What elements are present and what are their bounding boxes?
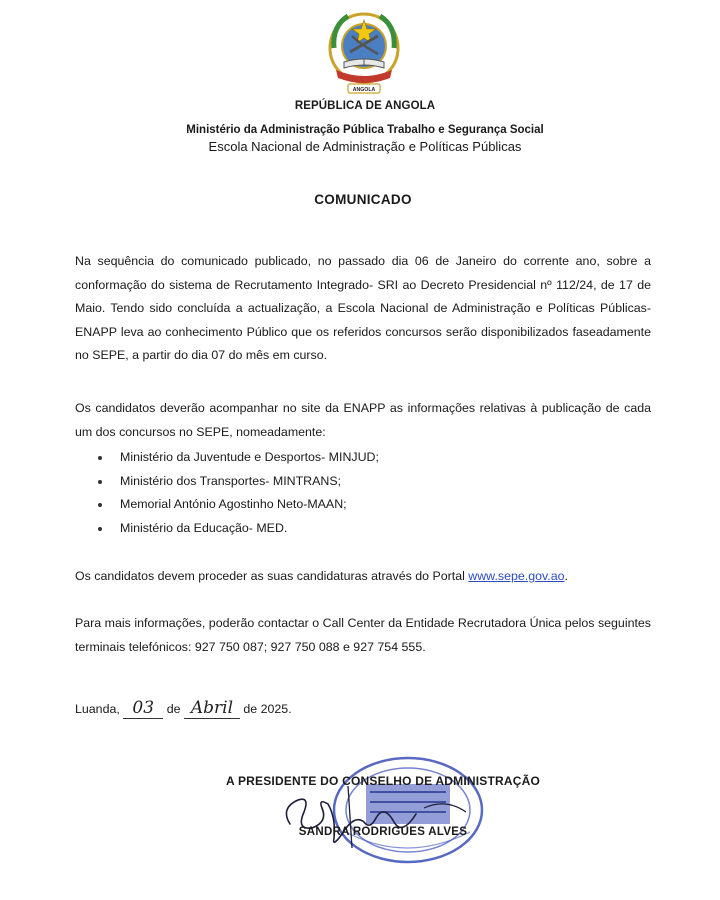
list-item-text: Ministério dos Transportes- MINTRANS; xyxy=(120,473,342,488)
ministry-heading: Ministério da Administração Pública Trabalho e Segurança Social xyxy=(186,124,544,136)
list-item xyxy=(98,446,638,470)
signatory-role: A PRESIDENTE DO CONSELHO DE ADMINISTRAÇÃO xyxy=(226,774,540,788)
angola-coat-of-arms-icon xyxy=(326,8,402,96)
paragraph-3 xyxy=(75,565,651,589)
list-item xyxy=(98,493,638,517)
sepe-portal-link[interactable]: www.sepe.gov.ao xyxy=(468,569,565,583)
date-line xyxy=(75,698,292,719)
list-item-text: Ministério da Juventude e Desportos- MINJUD; xyxy=(120,450,379,464)
list-item xyxy=(98,517,638,541)
date-de: de xyxy=(166,702,181,716)
emblem-label: ANGOLA xyxy=(352,87,376,93)
date-day-handwritten: 03 xyxy=(123,698,163,719)
bullet-icon xyxy=(98,480,102,484)
contest-list xyxy=(98,446,638,540)
paragraph-3-end: . xyxy=(564,569,568,583)
paragraph-2: Os candidatos deverão acompanhar no site da ENAPP as informações relativas à publicação de cada um dos concursos no SEPE, nomeadamente: xyxy=(75,401,651,439)
bullet-icon xyxy=(98,456,102,460)
bullet-icon xyxy=(98,527,102,531)
date-year: de 2025. xyxy=(243,702,292,716)
list-item xyxy=(98,470,638,494)
paragraph-4: Para mais informações, poderão contactar o Call Center da Entidade Recrutadora Única pelos seguintes terminais telefónicos: 927 750 087; 927 750 088 e 927 754 555. xyxy=(75,616,651,654)
date-month-handwritten: Abril xyxy=(184,698,240,719)
list-item-text: Memorial António Agostinho Neto-MAAN; xyxy=(120,497,347,511)
paragraph-3-text: Os candidatos devem proceder as suas candidaturas através do Portal xyxy=(75,569,469,583)
republic-heading: REPÚBLICA DE ANGOLA xyxy=(294,100,436,112)
paragraph-1: Na sequência do comunicado publicado, no passado dia 06 de Janeiro do corrente ano, sobre a conformação do sistema de Recrutamento Integrado- SRI ao Decreto Presidencial nº 112/24, de 17 de Maio. Tendo sido concluída a actualização, a Escola Nacional de Administração e Políticas Públicas- ENAPP leva ao conhecimento Público que os referidos concursos serão disponibilizados faseadamente no SEPE, a partir do dia 07 do mês em curso. xyxy=(75,254,651,362)
list-item-text: Ministério da Educação- MED. xyxy=(120,520,288,535)
document-title: COMUNICADO xyxy=(314,192,412,207)
handwritten-signature-icon xyxy=(276,778,496,858)
school-heading: Escola Nacional de Administração e Políticas Públicas xyxy=(208,139,522,154)
bullet-icon xyxy=(98,503,102,507)
date-city: Luanda, xyxy=(75,702,120,716)
signatory-name: SANDRA RODRIGUES ALVES xyxy=(298,826,468,838)
